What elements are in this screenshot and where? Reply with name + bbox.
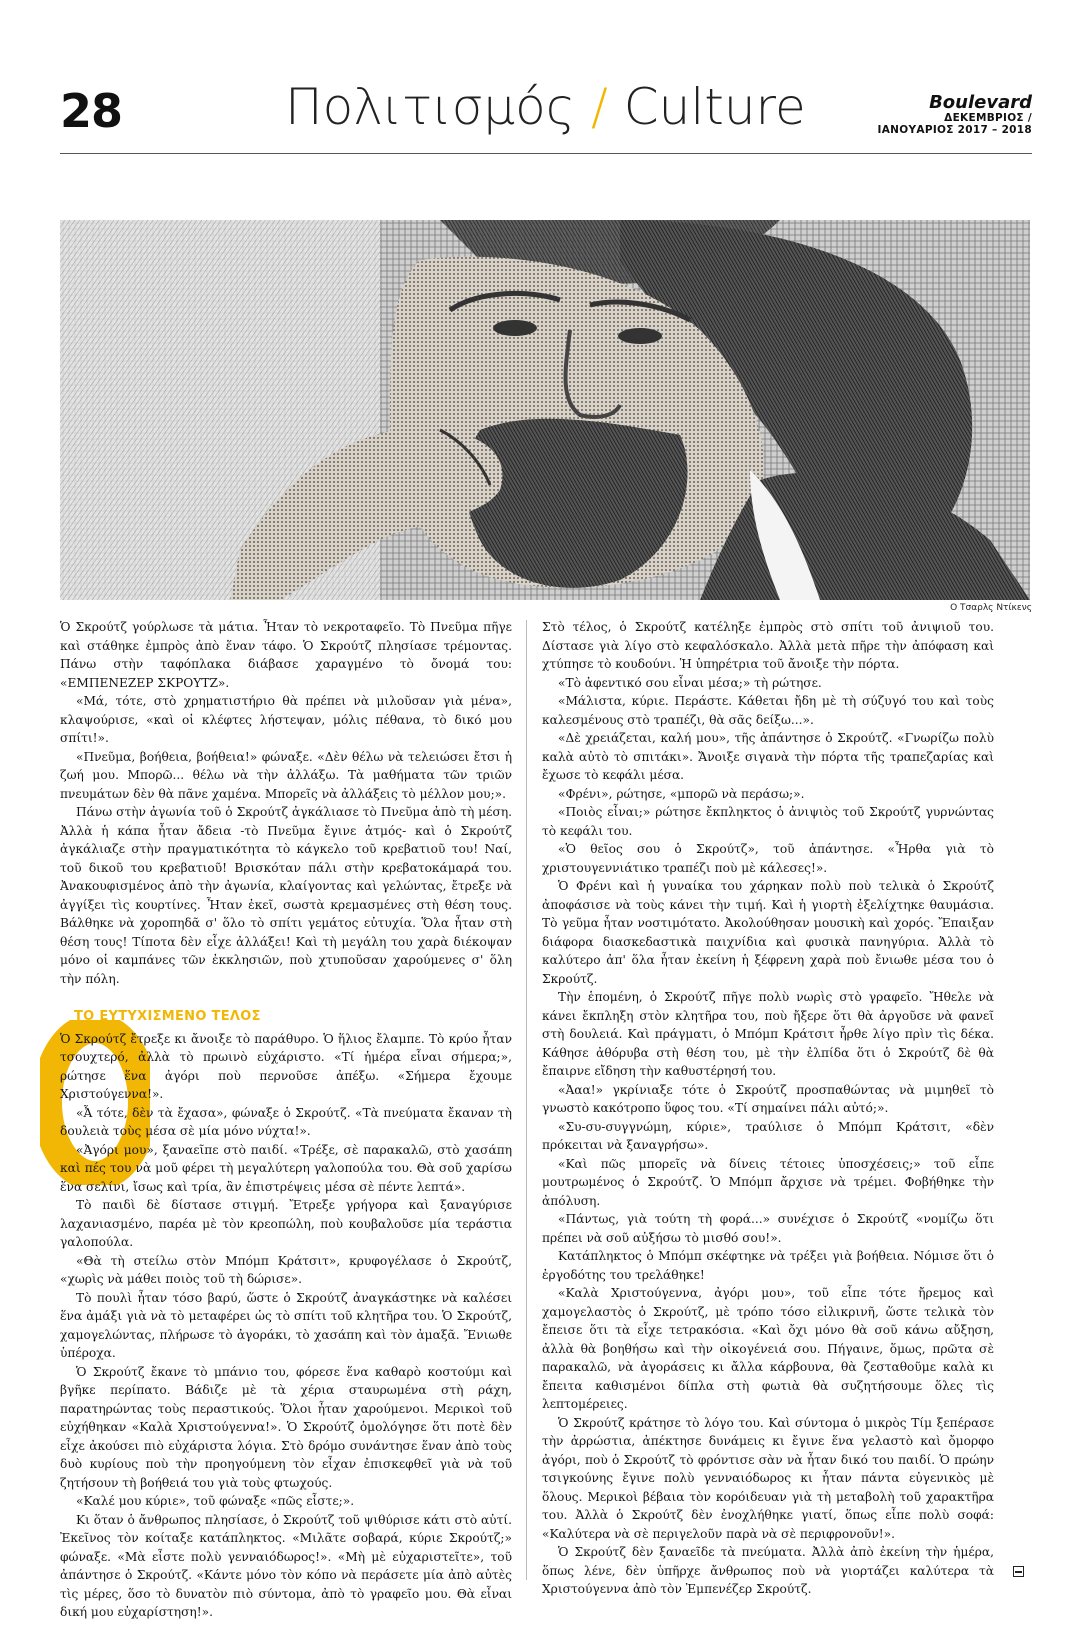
paragraph: Πάνω στὴν ἀγωνία τοῦ ὁ Σκρούτζ ἀγκάλιασε τὸ Πνεῦμα ἀπὸ τὴ μέση. Ἀλλὰ ἡ κάπα ἦταν ἄδεια -τὸ Πνεῦμα ἔγινε ἀτμός- καὶ ὁ Σκρούτζ ἀγκάλιαζε στὴν πραγματικότητα τὸ κάγκελο τοῦ κρεβατιοῦ του! Ναί, τοῦ δικοῦ του κρεβατιοῦ! Βρισκόταν πάλι στὴν κρεβατοκάμαρά του. Ἀνακουφισμένος ἀπὸ τὴν ἀγωνία, κλαίγοντας καὶ γελώντας, ἔτρεξε νὰ ἀγγίξει τὶς κουρτίνες. Ἦταν ἐκεῖ, σωστὰ κρεμασμένες στὴ θέση τους. Βάλθηκε νὰ χοροπηδᾶ σ' ὅλο τὸ σπίτι γεμάτος εὐτυχία. Ὅλα ἦταν στὴ θέση τους! Τίποτα δὲν εἶχε ἀλλάξει! Καὶ τὴ μεγάλη του χαρὰ διέκοψαν μόνο οἱ καμπάνες τῶν ἐκκλησιῶν, ποὺ χτυποῦσαν χαρούμενες σ' ὅλη τὴν πόλη. xyxy=(60,805,512,986)
article-column-right xyxy=(542,618,994,1599)
paragraph: Ὁ Σκρούτζ ἔκανε τὸ μπάνιο του, φόρεσε ἕνα καθαρὸ κοστούμι καὶ βγῆκε περίπατο. Βάδιζε μὲ τὰ χέρια σταυρωμένα στὴ ράχη, παρατηρώντας τοὺς περαστικούς. Ὅλοι ἦταν χαρούμενοι. Μερικοὶ τοῦ εὐχήθηκαν «Καλὰ Χριστούγεννα!». Ὁ Σκρούτζ ὁμολόγησε ὅτι ποτὲ δὲν εἶχε ἀκούσει πιὸ εὐχάριστα λόγια. Στὸ δρόμο συνάντησε ἕναν ἀπὸ τοὺς δυὸ κυρίους ποὺ τὴν προηγούμενη τὸν εἶχαν ἐπισκεφθεῖ γιὰ νὰ τοῦ ζητήσουν τὴ βοήθειά του γιὰ τοὺς φτωχούς. xyxy=(60,1364,512,1490)
section-title-english: Culture xyxy=(623,78,806,136)
engraved-portrait-illustration xyxy=(60,220,1030,600)
paragraph: «Ἀαα!» γκρίνιαξε τότε ὁ Σκρούτζ προσπαθώντας νὰ μιμηθεῖ τὸ γνωστὸ κακότροπο ὕφος του. «Τί σημαίνει πάλι αὐτό;». xyxy=(542,1082,994,1115)
paragraph: «Ὁ θεῖος σου ὁ Σκρούτζ», τοῦ ἀπάντησε. «Ἦρθα γιὰ τὸ χριστουγεννιάτικο τραπέζι ποὺ μὲ κάλεσες!». xyxy=(542,842,994,875)
page-header xyxy=(60,78,1032,153)
paragraph: «Καλὰ Χριστούγεννα, ἀγόρι μου», τοῦ εἶπε τότε ἤρεμος καὶ χαμογελαστὸς ὁ Σκρούτζ, μὲ τρόπο τόσο εἰλικρινῆ, ὥστε τελικὰ τὸν ἔπεισε ὅτι τὰ εἶχε τετρακόσια. «Καὶ ὄχι μόνο θὰ σοῦ κάνω αὔξηση, ἀλλὰ θὰ βοηθήσω καὶ τὴν οἰκογένειά σου. Πήγαινε, ὅμως, πρῶτα σὲ παρακαλῶ, νὰ ἀγοράσεις κι ἄλλα κάρβουνα, θὰ ζεσταθοῦμε καλὰ κι ἔπειτα καθισμένοι δίπλα στὴ φωτιὰ θὰ συζητήσουμε ὅλες τὶς λεπτομέρειες. xyxy=(542,1286,994,1411)
end-of-article-square-icon xyxy=(1013,1566,1024,1577)
paragraph: «Συ-συ-συγγνώμη, κύριε», τραύλισε ὁ Μπόμπ Κράτσιτ, «δὲν πρόκειται νὰ ξαναγρήσω». xyxy=(542,1119,994,1152)
paragraph: «Μά, τότε, στὸ χρηματιστήριο θὰ πρέπει νὰ μιλοῦσαν γιὰ μένα», κλαψούρισε, «καὶ οἱ κλέφτες λήστεψαν, μόλις πέθανα, τὸ δικό μου σπίτι!». xyxy=(60,694,512,745)
article-column-left xyxy=(60,618,512,1622)
paragraph: «Καλέ μου κύριε», τοῦ φώναξε «πῶς εἶστε;». xyxy=(76,1494,355,1508)
paragraph: «Ἆ τότε, δὲν τὰ ἔχασα», φώναξε ὁ Σκρούτζ. «Τὰ πνεύματα ἔκαναν τὴ δουλειὰ τοὺς μέσα σὲ μία μόνο νύχτα!». xyxy=(60,1105,512,1138)
paragraph: Ὁ Σκρούτζ ἔτρεξε κι ἄνοιξε τὸ παράθυρο. Ὁ ἥλιος ἔλαμπε. Τὸ κρύο ἦταν τσουχτερό, ἀλλὰ τὸ πρωινὸ εὐχάριστο. «Τί ἡμέρα εἶναι σήμερα;», ρώτησε ἕνα ἀγόρι ποὺ περνοῦσε ἀπέξω. «Σήμερα ἔχουμε Χριστούγεννα!». xyxy=(60,1031,512,1101)
paragraph: «Ἀγόρι μου», ξαναεῖπε στὸ παιδί. «Τρέξε, σὲ παρακαλῶ, στὸ χασάπη καὶ πές του νὰ μοῦ φέρει τὴ μεγαλύτερη γαλοπούλα του. Θὰ σοῦ χαρίσω ἕνα σελίνι, ἴσως καὶ τρία, ἂν ἐπιστρέψεις μέσα σὲ πέντε λεπτά». xyxy=(60,1142,512,1194)
paragraph: «Τὸ ἀφεντικό σου εἶναι μέσα;» τὴ ρώτησε. xyxy=(558,675,822,690)
paragraph: Τὸ πουλὶ ἦταν τόσο βαρύ, ὥστε ὁ Σκρούτζ ἀναγκάστηκε νὰ καλέσει ἕνα ἀμάξι γιὰ νὰ τὸ μεταφέρει ὡς τὸ σπίτι τοῦ κλητῆρα του. Ὁ Σκρούτζ, χαμογελώντας, πλήρωσε τὸ ἀγοράκι, τὸ χασάπη καὶ τὸν ἀμαξᾶ. Ἔνιωθε ὑπέροχα. xyxy=(60,1290,512,1360)
paragraph: «Πάντως, γιὰ τούτη τὴ φορά...» συνέχισε ὁ Σκρούτζ «νομίζω ὅτι πρέπει νὰ σοῦ αὐξήσω τὸ μισθό σου!». xyxy=(542,1212,994,1245)
article-subheading: ΤΟ ΕΥΤΥΧΙΣΜΕΝΟ ΤΕΛΟΣ xyxy=(74,1009,261,1024)
publication-logo: Boulevard xyxy=(929,92,1032,113)
paragraph: «Δὲ χρειάζεται, καλή μου», τῆς ἀπάντησε ὁ Σκρούτζ. «Γνωρίζω πολὺ καλὰ αὐτὸ τὸ σπιτάκι». Ἄνοιξε σιγανὰ τὴν πόρτα τῆς τραπεζαρίας καὶ ἔχωσε τὸ κεφάλι μέσα. xyxy=(542,731,994,782)
paragraph: «Ποιὸς εἶναι;» ρώτησε ἔκπληκτος ὁ ἀνιψιὸς τοῦ Σκρούτζ γυρνώντας τὸ κεφάλι του. xyxy=(542,805,994,838)
issue-date-line-1: ΔΕΚΕΜΒΡΙΟΣ / xyxy=(944,112,1032,124)
section-title-separator: / xyxy=(590,78,608,136)
portrait-photo xyxy=(60,220,1030,600)
issue-date-line-2: ΙΑΝΟΥΑΡΙΟΣ 2017 – 2018 xyxy=(877,124,1032,136)
paragraph: Τὴν ἑπομένη, ὁ Σκρούτζ πῆγε πολὺ νωρὶς στὸ γραφεῖο. Ἤθελε νὰ κάνει ἔκπληξη στὸν κλητῆρα του, ποὺ ἤξερε ὅτι θὰ ἀργοῦσε νὰ φανεῖ στὴ δουλειά. Καὶ πράγματι, ὁ Μπόμπ Κράτσιτ ἦρθε λίγο πρὶν τὶς δέκα. Κάθησε ἀθόρυβα στὴ θέση του, μὲ τὴν ἐλπίδα ὅτι ὁ Σκρούτζ δὲ θὰ ἔπαιρνε εἴδηση τὴν καθυστέρησή του. xyxy=(542,990,994,1078)
page-number: 28 xyxy=(60,84,123,138)
paragraph: Ὁ Σκρούτζ δὲν ξαναεῖδε τὰ πνεύματα. Ἀλλὰ ἀπὸ ἐκείνη τὴν ἡμέρα, ὅπως λένε, δὲν ὑπῆρχε ἄνθρωπος ποὺ νὰ γιορτάζει καλύτερα τὰ Χριστούγεννα ἀπὸ τὸν Ἐμπενέζερ Σκρούτζ. xyxy=(542,1545,994,1596)
paragraph: «Φρένι», ρώτησε, «μπορῶ νὰ περάσω;». xyxy=(558,786,805,801)
paragraph: «Θὰ τὴ στείλω στὸν Μπόμπ Κράτσιτ», κρυφογέλασε ὁ Σκρούτζ, «χωρὶς νὰ μάθει ποιὸς τοῦ τὴ δώρισε». xyxy=(60,1253,512,1286)
paragraph: Τὸ παιδὶ δὲ δίστασε στιγμή. Ἔτρεξε γρήγορα καὶ ξαναγύρισε λαχανιασμένο, παρέα μὲ τὸν κρεοπώλη, ποὺ κουβαλοῦσε μία τεράστια γαλοπούλα. xyxy=(60,1198,512,1249)
paragraph: Ὁ Φρένι καὶ ἡ γυναίκα του χάρηκαν πολὺ ποὺ τελικὰ ὁ Σκρούτζ ἀποφάσισε νὰ τοὺς κάνει τὴν τιμή. Καὶ ἡ γιορτὴ ἐξελίχτηκε θαυμάσια. Τὸ γεῦμα ἦταν νοστιμότατο. Ἀκολούθησαν μουσικὴ καὶ χορός. Ἔπαιξαν διάφορα διασκεδαστικὰ παιχνίδια καὶ φυσικὰ πανηγύρια. Ἀλλὰ τὸ καλύτερο ἀπ' ὅλα ἦταν ἐκείνη ἡ ξέφρενη χαρὰ ποὺ ἔνιωθε μέσα του ὁ Σκρούτζ. xyxy=(542,879,994,986)
column-divider xyxy=(526,620,527,1580)
header-rule xyxy=(60,153,1032,154)
paragraph: Ὁ Σκρούτζ κράτησε τὸ λόγο του. Καὶ σύντομα ὁ μικρὸς Τίμ ξεπέρασε τὴν ἀρρώστια, ἀπέκτησε δυνάμεις κι ἔγινε ἕνα γελαστὸ καὶ ὄμορφο ἀγόρι, ποὺ ὁ Σκρούτζ τὸ φρόντισε σὰν νὰ ἦταν δικό του παιδί. Ὁ πρώην τσιγκούνης ἔγινε πολὺ γενναιόδωρος κι ἦταν πάντα εὐγενικὸς μὲ ὅλους. Μερικοὶ βέβαια τὸν κορόιδευαν γιὰ τὴ μεταβολὴ τοῦ χαρακτῆρα του. Ἀλλὰ ὁ Σκρούτζ δὲν ἐνοχλήθηκε γιατί, ὅπως εἶπε πολὺ σοφά: «Καλύτερα νὰ σὲ περιγελοῦν παρὰ νὰ σὲ περιφρονοῦν!». xyxy=(542,1415,994,1541)
paragraph: Κατάπληκτος ὁ Μπόμπ σκέφτηκε νὰ τρέξει γιὰ βοήθεια. Νόμισε ὅτι ὁ ἐργοδότης του τρελάθηκε! xyxy=(542,1249,994,1282)
section-title-greek: Πολιτισμός xyxy=(285,78,576,136)
paragraph: «Πνεῦμα, βοήθεια, βοήθεια!» φώναξε. «Δὲν θέλω νὰ τελειώσει ἔτσι ἡ ζωή μου. Μπορῶ... θέλω νὰ τὴν ἀλλάξω. Τὰ μαθήματα τῶν τριῶν πνευμάτων δὲν θὰ πᾶνε χαμένα. Μπορεῖς νὰ ἀλλάξεις τὸ μέλλον μου;». xyxy=(60,749,512,801)
paragraph: Ὁ Σκρούτζ γούρλωσε τὰ μάτια. Ἦταν τὸ νεκροταφεῖο. Τὸ Πνεῦμα πῆγε καὶ στάθηκε ἐμπρὸς ἀπὸ ἕναν τάφο. Ὁ Σκρούτζ πλησίασε τρέμοντας. Πάνω στὴν ταφόπλακα διάβασε χαραγμένο τὸ ὄνομά του: «ΕΜΠΕΝΕΖΕΡ ΣΚΡΟΥΤΖ». xyxy=(60,620,512,690)
paragraph: «Μάλιστα, κύριε. Περάστε. Κάθεται ἤδη μὲ τὴ σύζυγό του καὶ τοὺς καλεσμένους στὸ τραπέζι, θὰ σᾶς δείξω...». xyxy=(542,694,994,727)
publication-masthead xyxy=(878,94,1032,136)
paragraph: Κι ὅταν ὁ ἄνθρωπος πλησίασε, ὁ Σκρούτζ τοῦ ψιθύρισε κάτι στὸ αὐτί. Ἐκεῖνος τὸν κοίταξε κατάπληκτος. «Μιλᾶτε σοβαρά, κύριε Σκρούτζ;» φώναξε. «Μὰ εἶστε πολὺ γενναιόδωρος!». «Μὴ μὲ εὐχαριστεῖτε», τοῦ ἀπάντησε ὁ Σκρούτζ. «Κάντε μόνο τὸν κόπο νὰ περάσετε μία ἀπὸ αὐτὲς τὶς μέρες, ὅσο τὸ δυνατὸν πιὸ σύντομα, ἀπὸ τὸ γραφεῖο μου. Θὰ εἶναι δική μου εὐχαρίστηση!». xyxy=(60,1512,512,1619)
section-title xyxy=(285,78,805,136)
photo-caption: Ο Τσαρλς Ντίκενς xyxy=(950,603,1032,613)
paragraph: «Καὶ πῶς μπορεῖς νὰ δίνεις τέτοιες ὑποσχέσεις;» τοῦ εἶπε μουτρωμένος ὁ Σκρούτζ. Ὁ Μπόμπ ἄρχισε νὰ τρέμει. Φοβήθηκε τὴν ἀπόλυση. xyxy=(542,1156,994,1208)
paragraph: Στὸ τέλος, ὁ Σκρούτζ κατέληξε ἐμπρὸς στὸ σπίτι τοῦ ἀνιψιοῦ του. Δίστασε γιὰ λίγο στὸ κεφαλόσκαλο. Ἀλλὰ μετὰ πῆρε τὴν ἀπόφαση καὶ χτύπησε τὸ κουδούνι. Ἡ ὑπηρέτρια τοῦ ἄνοιξε τὴν πόρτα. xyxy=(542,620,994,671)
